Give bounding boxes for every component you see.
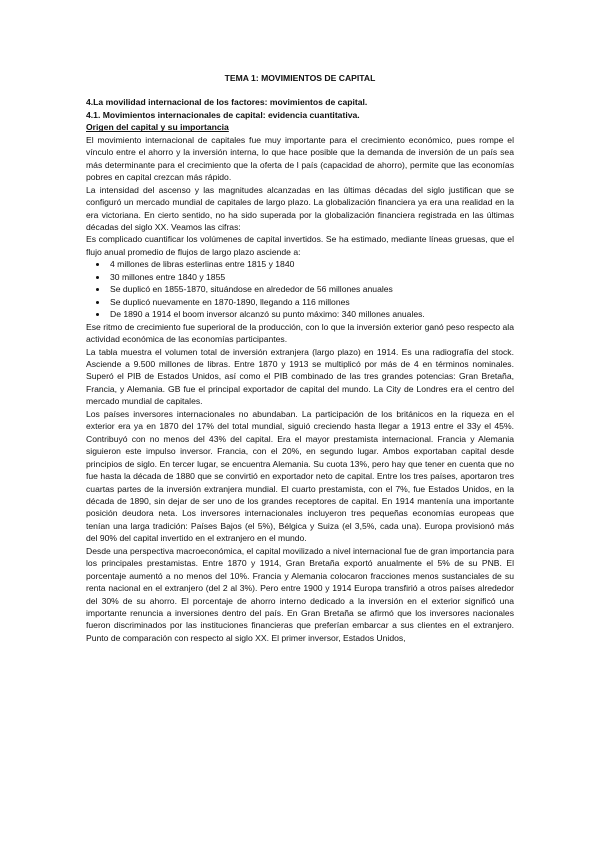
bullet-list <box>86 258 514 320</box>
paragraph-investor-countries: Los países inversores internacionales no abundaban. La participación de los británicos en la riqueza en el exterior era ya en 1870 del 17% del total mundial, siguió creciendo hasta llegar a 1913 entre el 33y el 45%. Contribuyó con no menos del 43% del capital. Era el mayor prestamista internacional. Francia y Alemania siguieron este impulso inversor. Francia, con el 20%, en segundo lugar. Ambos exportaban capital desde principios de siglo. En tercer lugar, se encuentra Alemania. Su cuota 13%, pero hay que tener en cuenta que no fue hasta la década de 1880 que se convirtió en exportador neto de capital. Entre los tres países, aportaron tres cuartas partes de la inversión extranjera mundial. El cuarto prestamista, con el 7%, fue Estados Unidos, en la década de 1890, sin dejar de ser uno de los grandes receptores de capital. En 1914 mantenía una importante posición deudora neta. Los inversores internacionales incluyeron tres pequeñas economías europeas que tenían una larga tradición: Países Bajos (el 5%), Bélgica y Suiza (el 3,5%, cada una). Europa provisionó más del 90% del capital invertido en el extranjero en el mundo. <box>86 408 514 544</box>
section-heading: 4.La movilidad internacional de los factores: movimientos de capital. <box>86 97 368 108</box>
section-subtitle: Origen del capital y su importancia <box>86 122 229 133</box>
bullet-item: • 4 millones de libras esterlinas entre 1815 y 1840 <box>108 258 514 270</box>
bullet-item: • Se duplicó nuevamente en 1870-1890, llegando a 116 millones <box>108 296 514 308</box>
bullet-item: • 30 millones entre 1840 y 1855 <box>108 271 514 283</box>
paragraph-growth-rhythm: Ese ritmo de crecimiento fue superioral de la producción, con lo que la inversión exterior ganó peso respecto ala actividad económica de las economías participantes. <box>86 321 514 345</box>
page-title: TEMA 1: MOVIMIENTOS DE CAPITAL <box>224 73 376 83</box>
bullet-item: • Se duplicó en 1855-1870, situándose en alrededor de 56 millones anuales <box>108 283 514 295</box>
paragraph-globalization: La intensidad del ascenso y las magnitudes alcanzadas en las últimas décadas del siglo justifican que se configuró un mercado mundial de capitales de largo plazo. La globalización financiera ya era una realidad en la era victoriana. En cierto sentido, no ha sido superada por la globalización financiera registrada en las últimas décadas del siglo XX. Veamos las cifras: <box>86 184 514 232</box>
paragraph-quantification: Es complicado cuantificar los volúmenes de capital invertidos. Se ha estimado, mediante líneas gruesas, que el flujo anual promedio de flujos de largo plazo asciende a: <box>86 234 514 257</box>
subsection-heading: 4.1. Movimientos internacionales de capital: evidencia cuantitativa. <box>86 109 360 120</box>
paragraph-intro: El movimiento internacional de capitales fue muy importante para el crecimiento económico, pues rompe el vínculo entre el ahorro y la inversión interna, lo que hace posible que la demanda de inversión de un país sea más determinante para el crecimiento que la oferta de l país (capacidad de ahorro), permite que las economías pobres en capital crezcan más rápido. <box>86 134 514 183</box>
bullet-item: • De 1890 a 1914 el boom inversor alcanzó su punto máximo: 340 millones anuales. <box>108 308 514 320</box>
paragraph-table-1914: La tabla muestra el volumen total de inversión extranjera (largo plazo) en 1914. Es una radiografía del stock. Asciende a 9.500 millones de libras. Entre 1870 y 1913 se multiplicó por más de 4 en términos nominales. Superó el PIB de Estados Unidos, así como el PIB combinado de las tres grandes potencias: Gran Bretaña, Francia, y Alemania. GB fue el principal exportador de capital del mundo. La City de Londres era el centro del mercado mundial de capitales. <box>86 346 514 407</box>
paragraph-macroeconomic-view: Desde una perspectiva macroeconómica, el capital movilizado a nivel internacional fue de gran importancia para los principales prestamistas. Entre 1870 y 1914, Gran Bretaña exportó anualmente el 5% de su PNB. El porcentaje aumentó a no menos del 10%. Francia y Alemania colocaron fracciones menos sustanciales de su renta nacional en el extranjero (del 2 al 3%). Pero entre 1900 y 1914 Europa transfirió a otros países alrededor del 30% de su ahorro. El porcentaje de ahorro interno dedicado a la inversión en el exterior significó una importante renuncia a inversiones dentro del país. En Gran Bretaña se afirmó que los inversores nacionales fueron discriminados por las instituciones financieras que preferían embarcar a sus clientes en el extranjero. Punto de comparación con respecto al siglo XX. El primer inversor, Estados Unidos, <box>86 545 515 643</box>
document-body <box>86 72 514 644</box>
